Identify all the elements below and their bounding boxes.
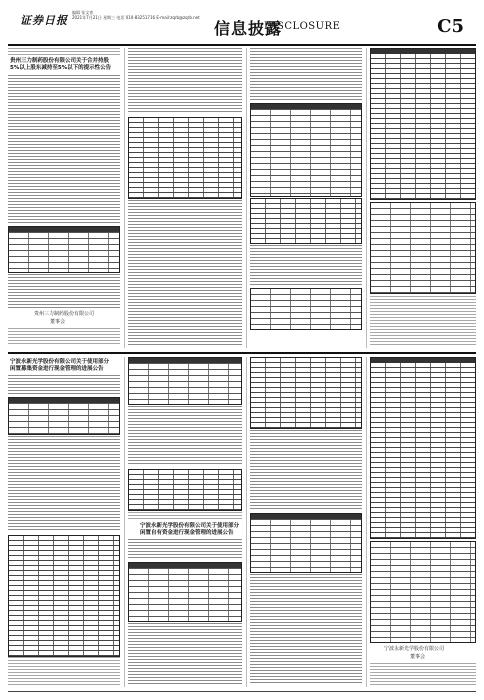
table-header (9, 398, 119, 403)
text-block (250, 430, 362, 510)
data-table (128, 562, 242, 622)
page-footer-rule (8, 691, 476, 692)
column-1 (8, 48, 120, 348)
editor-line: 编辑 张文豪 (72, 10, 94, 15)
data-table (8, 397, 120, 435)
text-block (128, 48, 242, 114)
article-title-line: 闲置募集资金进行现金管理的进展公告 (10, 366, 104, 372)
page-number: C5 (437, 16, 464, 37)
table-header (371, 358, 475, 363)
column-rule (246, 357, 247, 687)
table-header (9, 227, 119, 232)
signature-note: 董事会 (410, 654, 426, 660)
article-title-line: 宁波永新光学股份有限公司关于使用部分 (10, 359, 110, 365)
table-header (251, 104, 361, 109)
table-header (251, 514, 361, 519)
data-table (370, 541, 476, 643)
column-rule (366, 357, 367, 687)
table-header (129, 563, 241, 568)
article-title-line: 闲置自有资金进行现金管理的进展公告 (140, 530, 234, 536)
text-block (250, 245, 362, 285)
column-rule (124, 48, 125, 348)
signature-company: 贵州三力制药股份有限公司 (34, 311, 95, 317)
table-header (371, 49, 475, 54)
data-table (8, 535, 120, 657)
text-block (8, 436, 120, 532)
text-block (128, 623, 242, 685)
data-table (128, 469, 242, 511)
text-block (128, 539, 242, 559)
data-table (370, 357, 476, 539)
column-4 (370, 357, 476, 687)
text-block (8, 75, 120, 223)
data-table (370, 202, 476, 294)
shareholding-table (8, 226, 120, 273)
text-block (370, 296, 476, 346)
text-block (8, 48, 120, 55)
data-table (250, 288, 362, 330)
data-table (370, 48, 476, 200)
article-title-line: 5%以上股东减持至5%以下的提示性公告 (10, 65, 112, 71)
data-table (128, 357, 242, 405)
signature-company: 宁波永新光学股份有限公司 (384, 646, 445, 652)
table-header (129, 358, 241, 363)
text-block (128, 512, 242, 520)
column-2 (128, 357, 242, 687)
column-3 (250, 357, 362, 687)
date-line: 2021年7月21日 星期三 电话 010-83251716 E-mail:zqrb@zqrb.net (72, 15, 200, 20)
data-table (250, 357, 362, 429)
lower-band (8, 357, 476, 687)
text-block (128, 200, 242, 346)
article-title-line: 宁波永新光学股份有限公司关于使用部分 (140, 523, 240, 529)
column-rule (246, 48, 247, 348)
text-block (8, 328, 120, 346)
data-table (250, 513, 362, 573)
column-2 (128, 48, 242, 348)
article-title-line: 贵州三力制药股份有限公司关于合并持股 (10, 58, 110, 64)
text-block (8, 375, 120, 395)
text-block (8, 274, 120, 308)
upper-band (8, 48, 476, 348)
column-1 (8, 357, 120, 687)
text-block (250, 574, 362, 685)
data-table (250, 198, 362, 244)
column-rule (366, 48, 367, 348)
section-divider (8, 352, 476, 354)
column-4 (370, 48, 476, 348)
newspaper-logo: 证券日报 (20, 14, 68, 27)
text-block (8, 657, 120, 685)
masthead-meta (72, 10, 200, 20)
signature-note: 董事会 (50, 319, 66, 325)
text-block (128, 406, 242, 466)
text-block (370, 663, 476, 685)
data-table (128, 117, 242, 199)
section-title-en: DISCLOSURE (264, 21, 341, 32)
section-title-cn: 信息披露 (214, 19, 283, 38)
column-3 (250, 48, 362, 348)
column-rule (124, 357, 125, 687)
masthead (8, 4, 476, 46)
text-block (250, 48, 362, 100)
data-table (250, 103, 362, 197)
